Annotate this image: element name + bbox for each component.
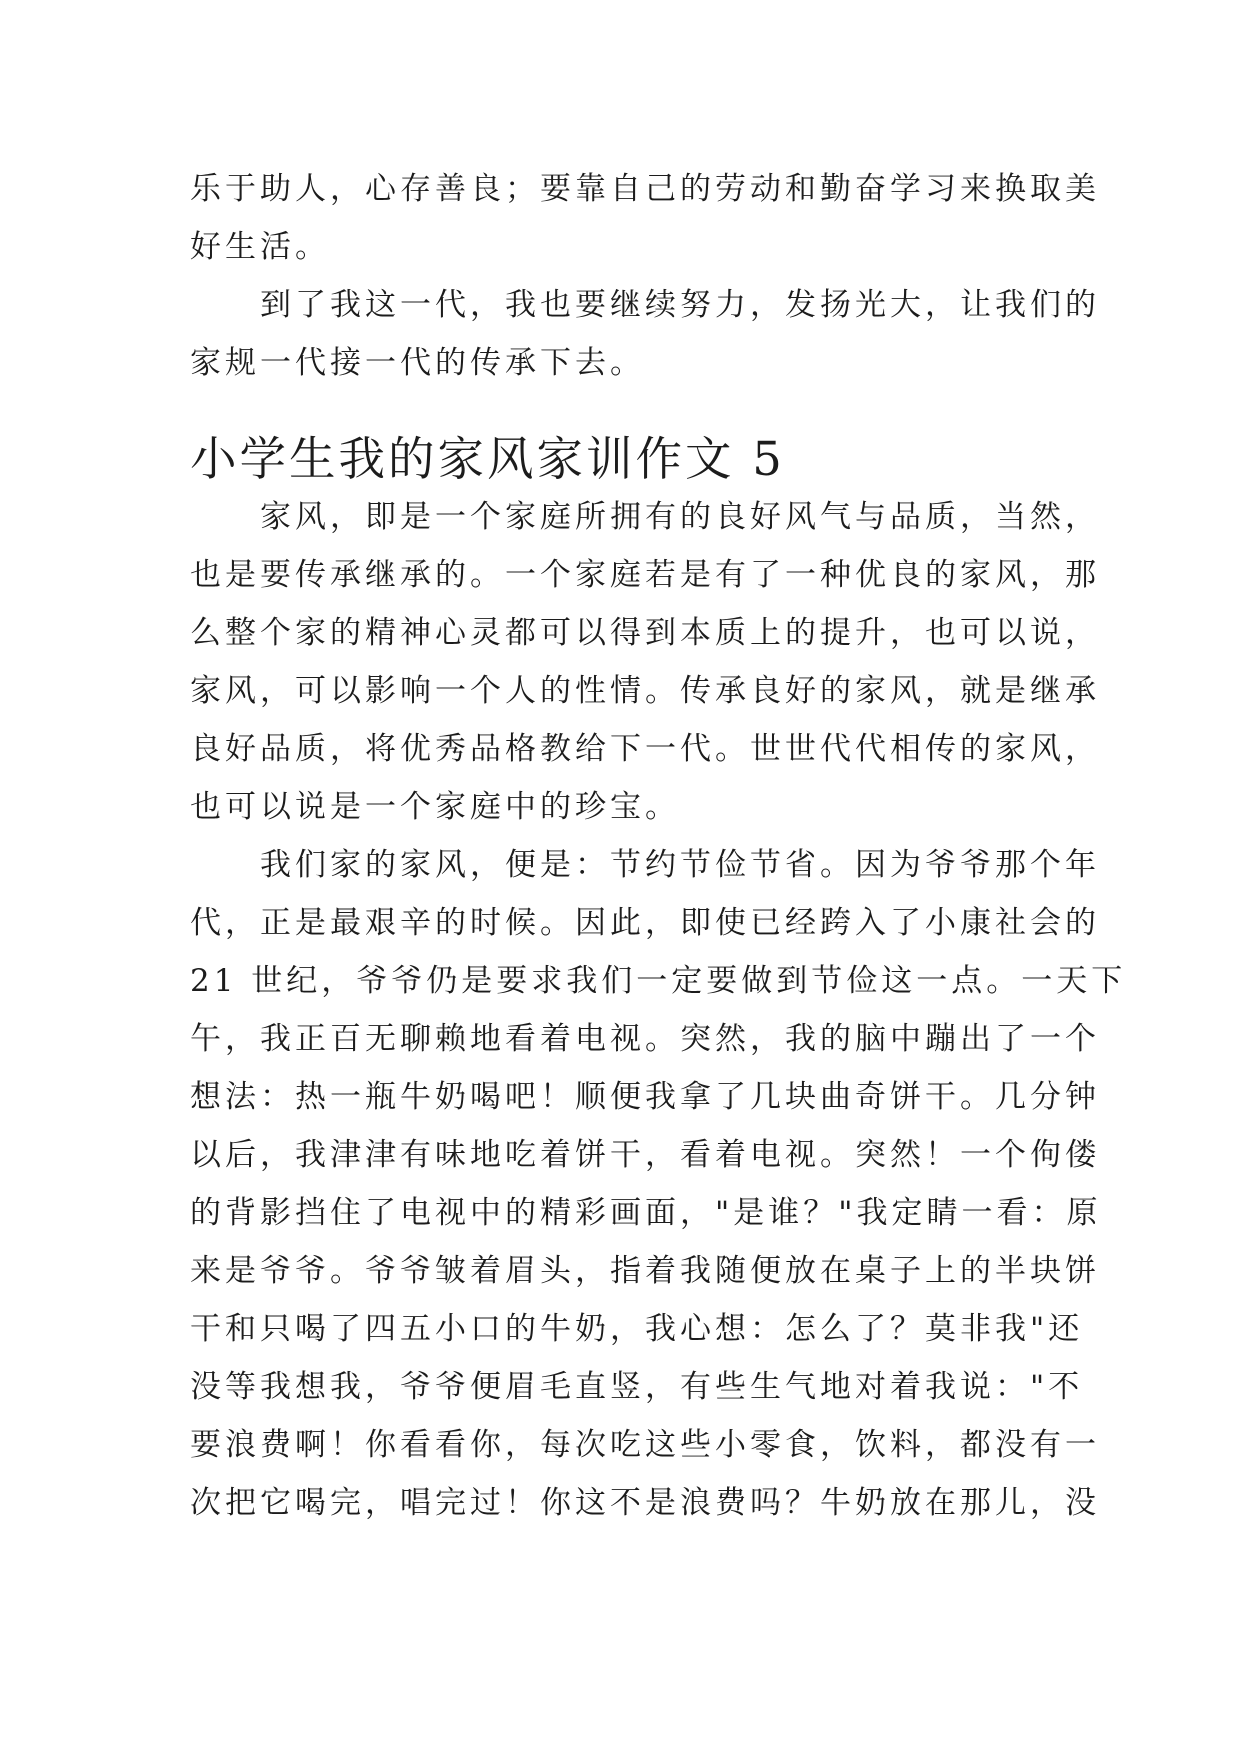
text-line: 代，正是最艰辛的时候。因此，即使已经跨入了小康社会的 (190, 905, 1100, 941)
text-line: 的背影挡住了电视中的精彩画面，"是谁？"我定睛一看：原 (190, 1195, 1102, 1231)
text-line: 要浪费啊！你看看你，每次吃这些小零食，饮料，都没有一 (190, 1427, 1100, 1463)
paragraph-1 (190, 160, 1100, 276)
text-line: 没等我想我，爷爷便眉毛直竖，有些生气地对着我说："不 (190, 1369, 1084, 1405)
paragraph-2 (190, 276, 1100, 392)
text-line: 好生活。 (190, 229, 330, 265)
text-line: 我们家的家风，便是：节约节俭节省。因为爷爷那个年 (190, 847, 1100, 883)
text-line: 次把它喝完，唱完过！你这不是浪费吗？牛奶放在那儿，没 (190, 1485, 1100, 1521)
text-line: 以后，我津津有味地吃着饼干，看着电视。突然！一个佝偻 (190, 1137, 1100, 1173)
text-line: 家规一代接一代的传承下去。 (190, 345, 645, 381)
text-line: 么整个家的精神心灵都可以得到本质上的提升，也可以说， (190, 615, 1100, 651)
text-line: 也是要传承继承的。一个家庭若是有了一种优良的家风，那 (190, 557, 1100, 593)
section-heading: 小学生我的家风家训作文 5 (190, 432, 785, 486)
text-line: 家风，即是一个家庭所拥有的良好风气与品质，当然， (190, 499, 1100, 535)
section-gap (190, 392, 1062, 430)
paragraph-3 (190, 488, 1100, 836)
text-line: 到了我这一代，我也要继续努力，发扬光大，让我们的 (190, 287, 1100, 323)
paragraph-4 (190, 836, 1127, 1532)
text-line: 干和只喝了四五小口的牛奶，我心想：怎么了？莫非我"还 (190, 1311, 1084, 1347)
text-line: 想法：热一瓶牛奶喝吧！顺便我拿了几块曲奇饼干。几分钟 (190, 1079, 1100, 1115)
text-line: 午，我正百无聊赖地看着电视。突然，我的脑中蹦出了一个 (190, 1021, 1100, 1057)
text-line: 来是爷爷。爷爷皱着眉头，指着我随便放在桌子上的半块饼 (190, 1253, 1100, 1289)
text-line: 也可以说是一个家庭中的珍宝。 (190, 789, 680, 825)
text-line: 乐于助人，心存善良；要靠自己的劳动和勤奋学习来换取美 (190, 171, 1100, 207)
text-line: 家风，可以影响一个人的性情。传承良好的家风，就是继承 (190, 673, 1100, 709)
text-line: 21 世纪，爷爷仍是要求我们一定要做到节俭这一点。一天下 (190, 963, 1127, 999)
text-line: 良好品质，将优秀品格教给下一代。世世代代相传的家风， (190, 731, 1100, 767)
document-body (190, 160, 1127, 1532)
